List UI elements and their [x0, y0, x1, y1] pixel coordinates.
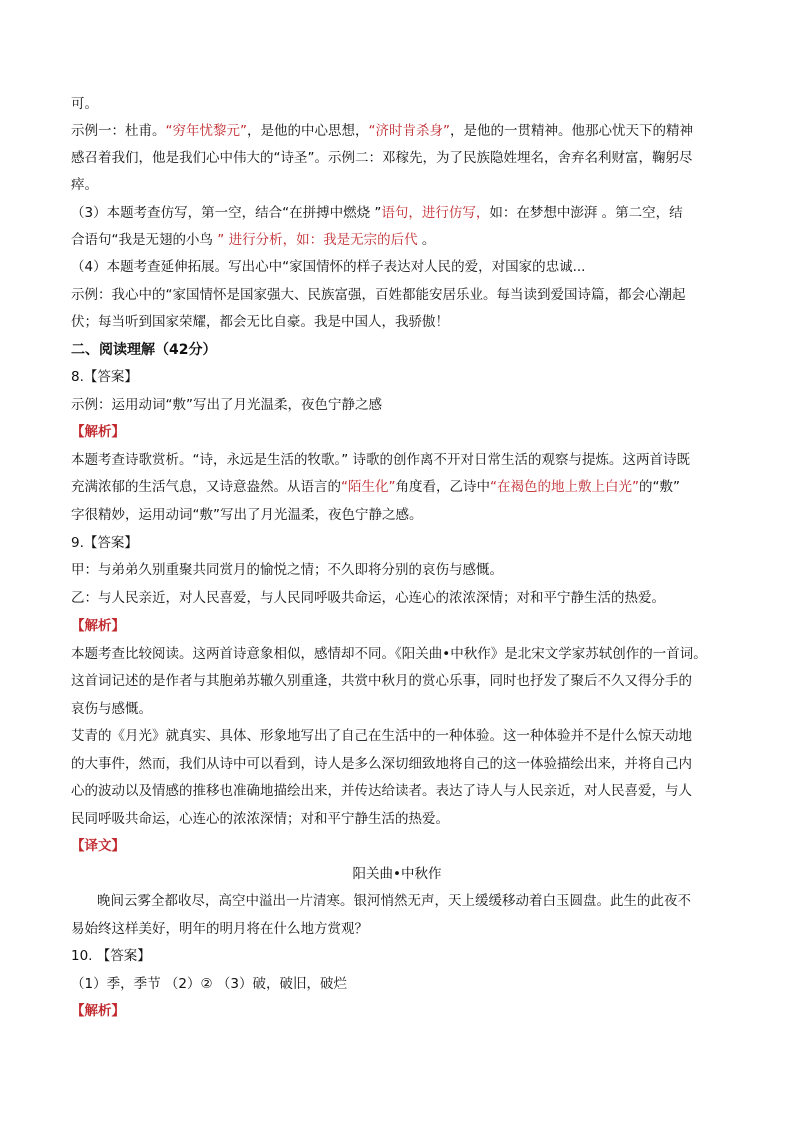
analysis-heading: 【解析】 [71, 1003, 125, 1019]
quote-highlight: “穷年忧黎元” [165, 123, 247, 139]
text-segment: 充满浓郁的生活气息，又诗意盎然。从语言的 [71, 479, 341, 495]
text-line: 示例：我心中的“家国情怀是国家强大、民族富强，百姓都能安居乐业。每当读到爱国诗篇，都会心潮起 [71, 287, 686, 303]
answer-heading: 9.【答案】 [71, 535, 138, 551]
quote-highlight: “在褐色的地上敷上白光” [490, 479, 639, 495]
text-line: 艾青的《月光》就真实、具体、形象地写出了自己在生活中的一种体验。这一种体验并不是什么惊天动地 [71, 728, 692, 744]
text-line: 乙：与人民亲近，对人民喜爱，与人民同呼吸共命运，心连心的浓浓深情；对和平宁静生活的热爱。 [71, 590, 665, 606]
text-line: 甲：与弟弟久别重聚共同赏月的愉悦之情；不久即将分别的哀伤与感慨。 [71, 562, 503, 578]
text-segment: （3）本题考查仿写，第一空，结合“在拼搏中燃烧 ” [71, 205, 382, 221]
text-line: （4）本题考查延伸拓展。写出心中“家国情怀的样子表达对人民的爱，对国家的忠诚... [71, 259, 586, 275]
text-segment: 示例一：杜甫。 [71, 123, 166, 139]
text-line: 本题考查比较阅读。这两首诗意象相似，感情却不同。《阳关曲•中秋作》是北宋文学家苏轼创作的一首词。 [71, 646, 707, 662]
quote-highlight: 语句，进行仿写， [381, 205, 490, 221]
text-line [71, 231, 435, 249]
text-segment: 的“敷” [639, 479, 680, 495]
text-line: 可。 [71, 96, 98, 112]
text-segment: 合语句“我是无翅的小鸟 [71, 232, 218, 248]
text-segment: ，是他的中心思想， [247, 123, 369, 139]
text-segment: 。 [421, 232, 436, 248]
text-line: 感召着我们，他是我们心中伟大的“诗圣”。示例二：邓稼先，为了民族隐姓埋名，舍弃名利财富，鞠躬尽 [71, 150, 693, 166]
text-line [71, 204, 683, 222]
text-line: 的大事件，然而，我们从诗中可以看到，诗人是多么深切细致地将自己的这一体验描绘出来，并将自己内 [71, 756, 692, 772]
analysis-heading: 【解析】 [71, 618, 125, 634]
text-line: 民同呼吸共命运，心连心的浓浓深情；对和平宁静生活的热爱。 [71, 811, 449, 827]
text-line: 示例：运用动词“敷”写出了月光温柔，夜色宁静之感 [71, 397, 382, 413]
poem-title: 阳关曲•中秋作 [352, 866, 442, 882]
quote-highlight: “济时肯杀身” [368, 123, 450, 139]
text-line: 本题考查诗歌赏析。“诗，永远是生活的牧歌。” 诗歌的创作离不开对日常生活的观察与提炼。这两首诗既 [71, 452, 691, 468]
text-line: 这首词记述的是作者与其胞弟苏辙久别重逢，共赏中秋月的赏心乐事，同时也抒发了聚后不久又得分手的 [71, 673, 692, 689]
text-line: 晚间云雾全都收尽，高空中溢出一片清寒。银河悄然无声，天上缓缓移动着白玉圆盘。此生的此夜不 [97, 893, 691, 909]
text-line: （1）季，季节 （2）② （3）破，破旧，破烂 [71, 976, 347, 992]
text-line: 瘁。 [71, 177, 98, 193]
analysis-heading: 【解析】 [71, 424, 125, 440]
text-line: 字很精妙，运用动词“敷”写出了月光温柔，夜色宁静之感。 [71, 507, 423, 523]
quote-highlight: ” 进行分析，如：我是无宗的后代 [217, 232, 422, 248]
quote-highlight: “陌生化” [341, 479, 396, 495]
text-segment: ，是他的一贯精神。他那心忧天下的精神 [450, 123, 693, 139]
text-line [71, 478, 680, 496]
text-line: 伏；每当听到国家荣耀，都会无比自豪。我是中国人，我骄傲！ [71, 314, 449, 330]
answer-heading: 8.【答案】 [71, 369, 138, 385]
text-line [71, 122, 693, 140]
text-line: 哀伤与感慨。 [71, 701, 152, 717]
translation-heading: 【译文】 [71, 838, 125, 854]
text-line: 易始终这样美好，明年的明月将在什么地方赏观？ [71, 921, 368, 937]
text-segment: 如：在梦想中澎湃 。第二空，结 [489, 205, 683, 221]
section-heading: 二、阅读理解（42分） [71, 342, 217, 358]
text-line: 心的波动以及情感的推移也准确地描绘出来，并传达给读者。表达了诗人与人民亲近，对人民喜爱，与人 [71, 783, 692, 799]
text-segment: 角度看，乙诗中 [395, 479, 490, 495]
answer-heading: 10. 【答案】 [71, 948, 151, 964]
